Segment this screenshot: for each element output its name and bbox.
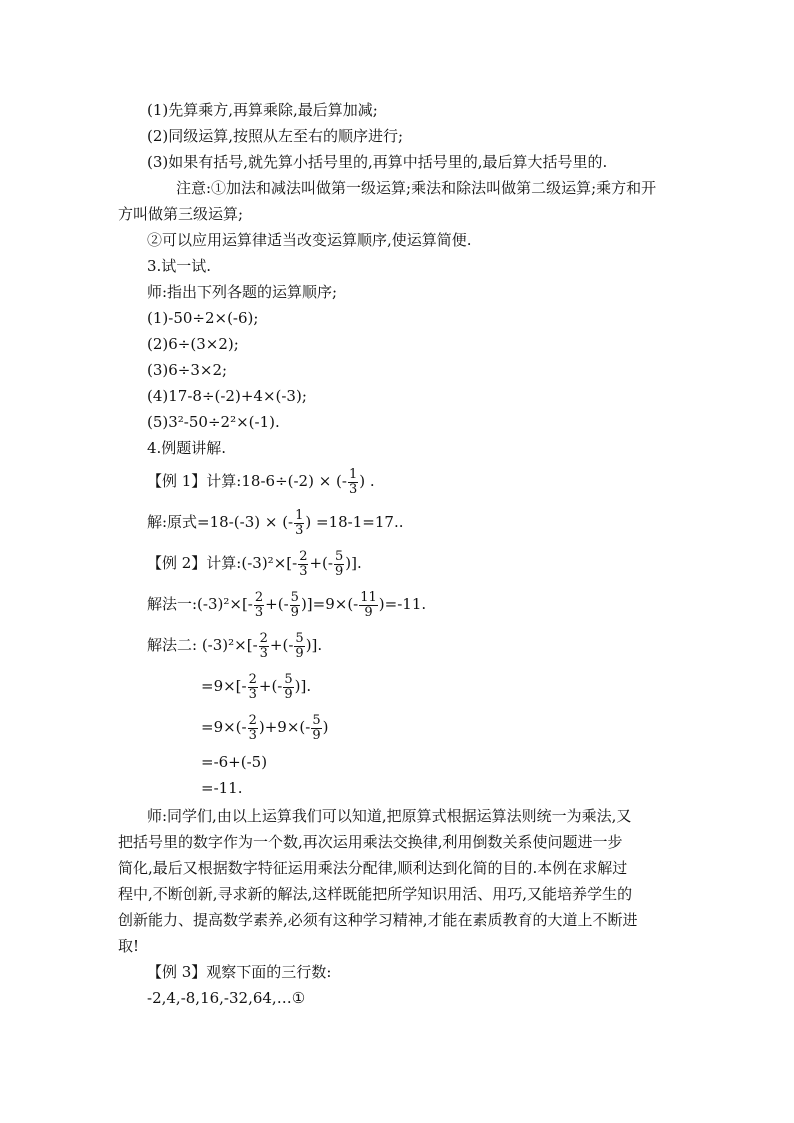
fraction-denominator: 9 (284, 686, 293, 702)
fraction-one-third (294, 509, 304, 538)
comment-line-5: 创新能力、提高数学素养,必须有这种学习精神,才能在素质教育的大道上不断进 (118, 911, 638, 929)
method-2-step-4: =-11. (201, 779, 243, 797)
example-3-row-1: -2,4,-8,16,-32,64,…① (147, 989, 306, 1007)
example-1 (147, 464, 375, 498)
comment-line-1: 师:同学们,由以上运算我们可以知道,把原算式根据运算法则统一为乘法,又 (147, 807, 632, 825)
method-1-mid2: )]=9×(- (300, 595, 359, 613)
fraction-denominator: 9 (312, 727, 321, 743)
fraction-two-thirds (259, 632, 269, 661)
step-2-suffix: ) (322, 718, 329, 736)
fraction-one-third (348, 468, 358, 497)
fraction-denominator: 9 (359, 605, 378, 620)
fraction-numerator: 5 (284, 671, 293, 687)
step-2-prefix: =9×(- (201, 718, 247, 736)
fraction-numerator: 2 (299, 548, 308, 564)
fraction-denominator: 3 (254, 604, 264, 620)
note-2: ②可以应用运算律适当改变运算顺序,使运算简便. (147, 231, 472, 249)
fraction-denominator: 9 (295, 645, 304, 661)
example-2-mid: +(- (309, 554, 333, 572)
solution-prefix: 解:原式=18-(-3) × (- (147, 513, 294, 531)
example-2 (147, 546, 362, 580)
fraction-numerator: 5 (290, 589, 299, 605)
example-2-prefix: 【例 2】计算:(-3)²×[- (147, 554, 298, 572)
rule-1: (1)先算乘方,再算乘除,最后算加减; (147, 101, 378, 119)
example-1-prefix: 【例 1】计算:18-6÷(-2) × (- (147, 472, 347, 490)
fraction-numerator: 2 (254, 589, 264, 605)
fraction-denominator: 9 (334, 563, 344, 579)
method-1-mid: +(- (265, 595, 289, 613)
solution-suffix: ) =18-1=17.. (305, 513, 404, 531)
example-1-solution (147, 505, 404, 539)
fraction-denominator: 9 (290, 604, 299, 620)
exercise-item-4: (4)17-8÷(-2)+4×(-3); (147, 387, 307, 405)
example-1-suffix: ) . (359, 472, 375, 490)
exercise-item-2: (2)6÷(3×2); (147, 335, 239, 353)
example-2-suffix: )]. (345, 554, 362, 572)
comment-line-6: 取! (118, 937, 140, 955)
examples-heading: 4.例题讲解. (147, 439, 227, 457)
fraction-two-thirds (248, 673, 258, 702)
fraction-denominator: 3 (295, 522, 304, 538)
fraction-numerator: 5 (334, 548, 344, 564)
fraction-five-ninths (311, 714, 321, 743)
note-line-1: 注意:①加法和减法叫做第一级运算;乘法和除法叫做第二级运算;乘方和开 (176, 179, 657, 197)
fraction-two-thirds (298, 550, 308, 579)
fraction-two-thirds (254, 591, 264, 620)
exercise-item-5: (5)3²-50÷2²×(-1). (147, 413, 280, 431)
fraction-numerator: 2 (248, 671, 257, 687)
fraction-five-ninths (283, 673, 293, 702)
method-2-prefix: 解法二: (-3)²×[- (147, 636, 258, 654)
comment-line-2: 把括号里的数字作为一个数,再次运用乘法交换律,利用倒数关系使问题进一步 (118, 833, 623, 851)
teacher-prompt: 师:指出下列各题的运算顺序; (147, 283, 338, 301)
fraction-five-ninths (334, 550, 344, 579)
step-1-suffix: )]. (294, 677, 312, 695)
fraction-denominator: 3 (248, 686, 257, 702)
fraction-denominator: 3 (299, 563, 308, 579)
fraction-five-ninths (294, 632, 304, 661)
fraction-numerator: 1 (348, 466, 358, 482)
method-2-step-1 (201, 669, 311, 703)
rule-2: (2)同级运算,按照从左至右的顺序进行; (147, 127, 404, 145)
method-2-mid: +(- (269, 636, 294, 654)
fraction-five-ninths (290, 591, 300, 620)
fraction-denominator: 3 (259, 645, 268, 661)
fraction-numerator: 11 (360, 589, 377, 605)
method-2-suffix: )]. (305, 636, 323, 654)
fraction-denominator: 3 (348, 481, 358, 497)
method-2 (147, 628, 322, 662)
note-line-2: 方叫做第三级运算; (118, 205, 244, 223)
fraction-numerator: 5 (295, 630, 304, 646)
exercise-item-3: (3)6÷3×2; (147, 361, 228, 379)
example-3-heading: 【例 3】观察下面的三行数: (147, 963, 332, 981)
step-1-prefix: =9×[- (201, 677, 247, 695)
fraction-eleven-ninths (359, 591, 378, 620)
fraction-numerator: 2 (259, 630, 268, 646)
fraction-numerator: 1 (295, 507, 304, 523)
step-1-mid: +(- (258, 677, 283, 695)
try-it-heading: 3.试一试. (147, 257, 212, 275)
method-2-step-3: =-6+(-5) (201, 753, 268, 771)
fraction-denominator: 3 (248, 727, 257, 743)
fraction-numerator: 2 (248, 712, 257, 728)
comment-line-4: 程中,不断创新,寻求新的解法,这样既能把所学知识用活、用巧,又能培养学生的 (118, 885, 633, 903)
comment-line-3: 简化,最后又根据数字特征运用乘法分配律,顺利达到化简的目的.本例在求解过 (118, 859, 628, 877)
fraction-numerator: 5 (312, 712, 321, 728)
rule-3: (3)如果有括号,就先算小括号里的,再算中括号里的,最后算大括号里的. (147, 153, 608, 171)
step-2-mid: )+9×(- (258, 718, 311, 736)
method-1-prefix: 解法一:(-3)²×[- (147, 595, 253, 613)
method-2-step-2 (201, 710, 328, 744)
method-1 (147, 587, 426, 621)
method-1-suffix: )=-11. (378, 595, 427, 613)
fraction-two-thirds (248, 714, 258, 743)
exercise-item-1: (1)-50÷2×(-6); (147, 309, 259, 327)
